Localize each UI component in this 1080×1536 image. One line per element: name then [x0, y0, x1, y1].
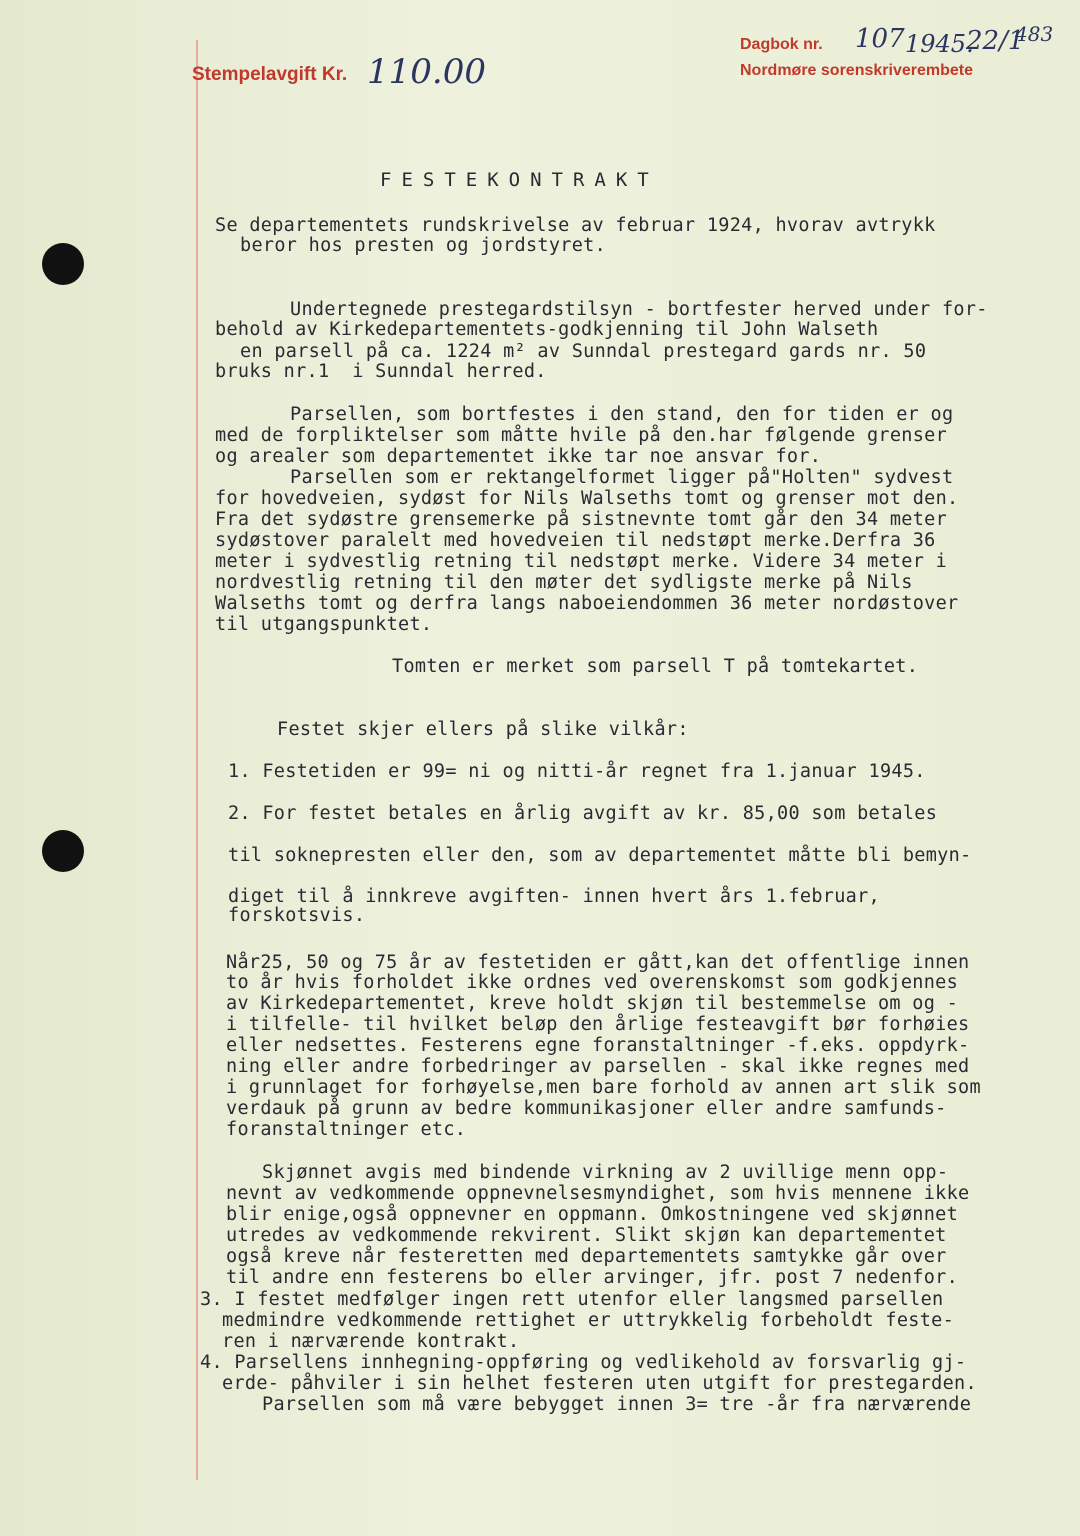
text-line: ning eller andre forbedringer av parsellen - skal ikke regnes med [226, 1056, 970, 1077]
text-line: to år hvis forholdet ikke ordnes ved overenskomst som godkjennes [226, 972, 959, 993]
punch-hole-bottom [42, 830, 84, 872]
dagbok-number: 107 [855, 24, 905, 54]
text-line: Undertegnede prestegardstilsyn - bortfester herved under for- [290, 299, 988, 320]
text-line: nevnt av vedkommende oppnevnelsesmyndighet, som hvis mennene ikke [226, 1183, 970, 1204]
margin-rule [196, 40, 198, 1480]
text-line: for hovedveien, sydøst for Nils Walseths tomt og grenser mot den. [215, 488, 959, 509]
document-title: FESTEKONTRAKT [380, 169, 659, 191]
punch-hole-top [42, 243, 84, 285]
text-line: utredes av vedkommende rekvirent. Slikt skjøn kan departementet [226, 1225, 947, 1246]
text-line: Fra det sydøstre grensemerke på sistnevnte tomt går den 34 meter [215, 509, 948, 530]
dagbok-year: 1945. [905, 30, 974, 58]
text-line: Skjønnet avgis med bindende virkning av 2 uvillige menn opp- [262, 1162, 949, 1183]
text-line: Når25, 50 og 75 år av festetiden er gått,kan det offentlige innen [226, 952, 970, 973]
text-line: 1. Festetiden er 99= ni og nitti-år regnet fra 1.januar 1945. [228, 761, 926, 782]
text-line: også kreve når festeretten med departementets samtykke går over [226, 1246, 947, 1267]
text-line: nordvestlig retning til den møter det sydligste merke på Nils [215, 572, 913, 593]
text-line: i grunnlaget for forhøyelse,men bare forhold av annen art slik som [226, 1077, 981, 1098]
text-line: en parsell på ca. 1224 m² av Sunndal prestegard gards nr. 50 [240, 341, 927, 362]
text-line: Parsellen som må være bebygget innen 3= tre -år fra nærværende [262, 1394, 972, 1415]
text-line: med de forpliktelser som måtte hvile på den.har følgende grenser [215, 425, 948, 446]
text-line: blir enige,også oppnevner en oppmann. Omkostningene ved skjønnet [226, 1204, 959, 1225]
stempel-amount: 110.00 [367, 52, 486, 92]
text-line: diget til å innkreve avgiften- innen hvert års 1.februar, [228, 886, 880, 907]
text-line: Tomten er merket som parsell T på tomtekartet. [392, 656, 919, 677]
text-line: til andre enn festerens bo eller arvinger, jfr. post 7 nedenfor. [226, 1267, 959, 1288]
office-stamp: Nordmøre sorenskriverembete [740, 62, 973, 79]
text-line: Walseths tomt og derfra langs naboeiendommen 36 meter nordøstover [215, 593, 959, 614]
text-line: Festet skjer ellers på slike vilkår: [277, 719, 689, 740]
text-line: av Kirkedepartementet, kreve holdt skjøn til bestemmelse om og - [226, 993, 959, 1014]
text-line: til utgangspunktet. [215, 614, 433, 635]
text-line: til soknepresten eller den, som av departementet måtte bli bemyn- [228, 845, 972, 866]
text-line: sydøstover paralelt med hovedveien til nedstøpt merke.Derfra 36 [215, 530, 936, 551]
text-line: medmindre vedkommende rettighet er uttrykkelig forbeholdt feste- [222, 1310, 955, 1331]
text-line: Parsellen, som bortfestes i den stand, den for tiden er og [290, 404, 954, 425]
text-line: i tilfelle- til hvilket beløp den årlige festeavgift bør forhøies [226, 1014, 970, 1035]
text-line: 3. I festet medfølger ingen rett utenfor eller langsmed parsellen [200, 1289, 944, 1310]
dagbok-label: Dagbok nr. [740, 36, 823, 53]
text-line: foranstaltninger etc. [226, 1119, 467, 1140]
stempel-label: Stempelavgift Kr. [192, 64, 348, 85]
text-line: forskotsvis. [228, 905, 366, 926]
text-line: erde- påhviler i sin helhet festeren uten utgift for prestegarden. [222, 1373, 977, 1394]
text-line: bruks nr.1 i Sunndal herred. [215, 361, 547, 382]
text-line: eller nedsettes. Festerens egne foranstaltninger -f.eks. oppdyrk- [226, 1035, 970, 1056]
text-line: ren i nærværende kontrakt. [222, 1331, 520, 1352]
text-line: verdauk på grunn av bedre kommunikasjoner eller andre samfunds- [226, 1098, 947, 1119]
text-line: Se departementets rundskrivelse av februar 1924, hvorav avtrykk [215, 215, 936, 236]
text-line: 2. For festet betales en årlig avgift av kr. 85,00 som betales [228, 803, 938, 824]
text-line: 4. Parsellens innhegning-oppføring og vedlikehold av forsvarlig gj- [200, 1352, 967, 1373]
page-number: 483 [1015, 22, 1054, 46]
text-line: Parsellen som er rektangelformet ligger på"Holten" sydvest [290, 467, 954, 488]
text-line: meter i sydvestlig retning til nedstøpt merke. Videre 34 meter i [215, 551, 948, 572]
text-line: og arealer som departementet ikke tar noe ansvar for. [215, 446, 822, 467]
text-line: behold av Kirkedepartementets-godkjenning til John Walseth [215, 319, 879, 340]
dagbok-date: 22/1 [966, 26, 1025, 56]
text-line: beror hos presten og jordstyret. [240, 235, 607, 256]
